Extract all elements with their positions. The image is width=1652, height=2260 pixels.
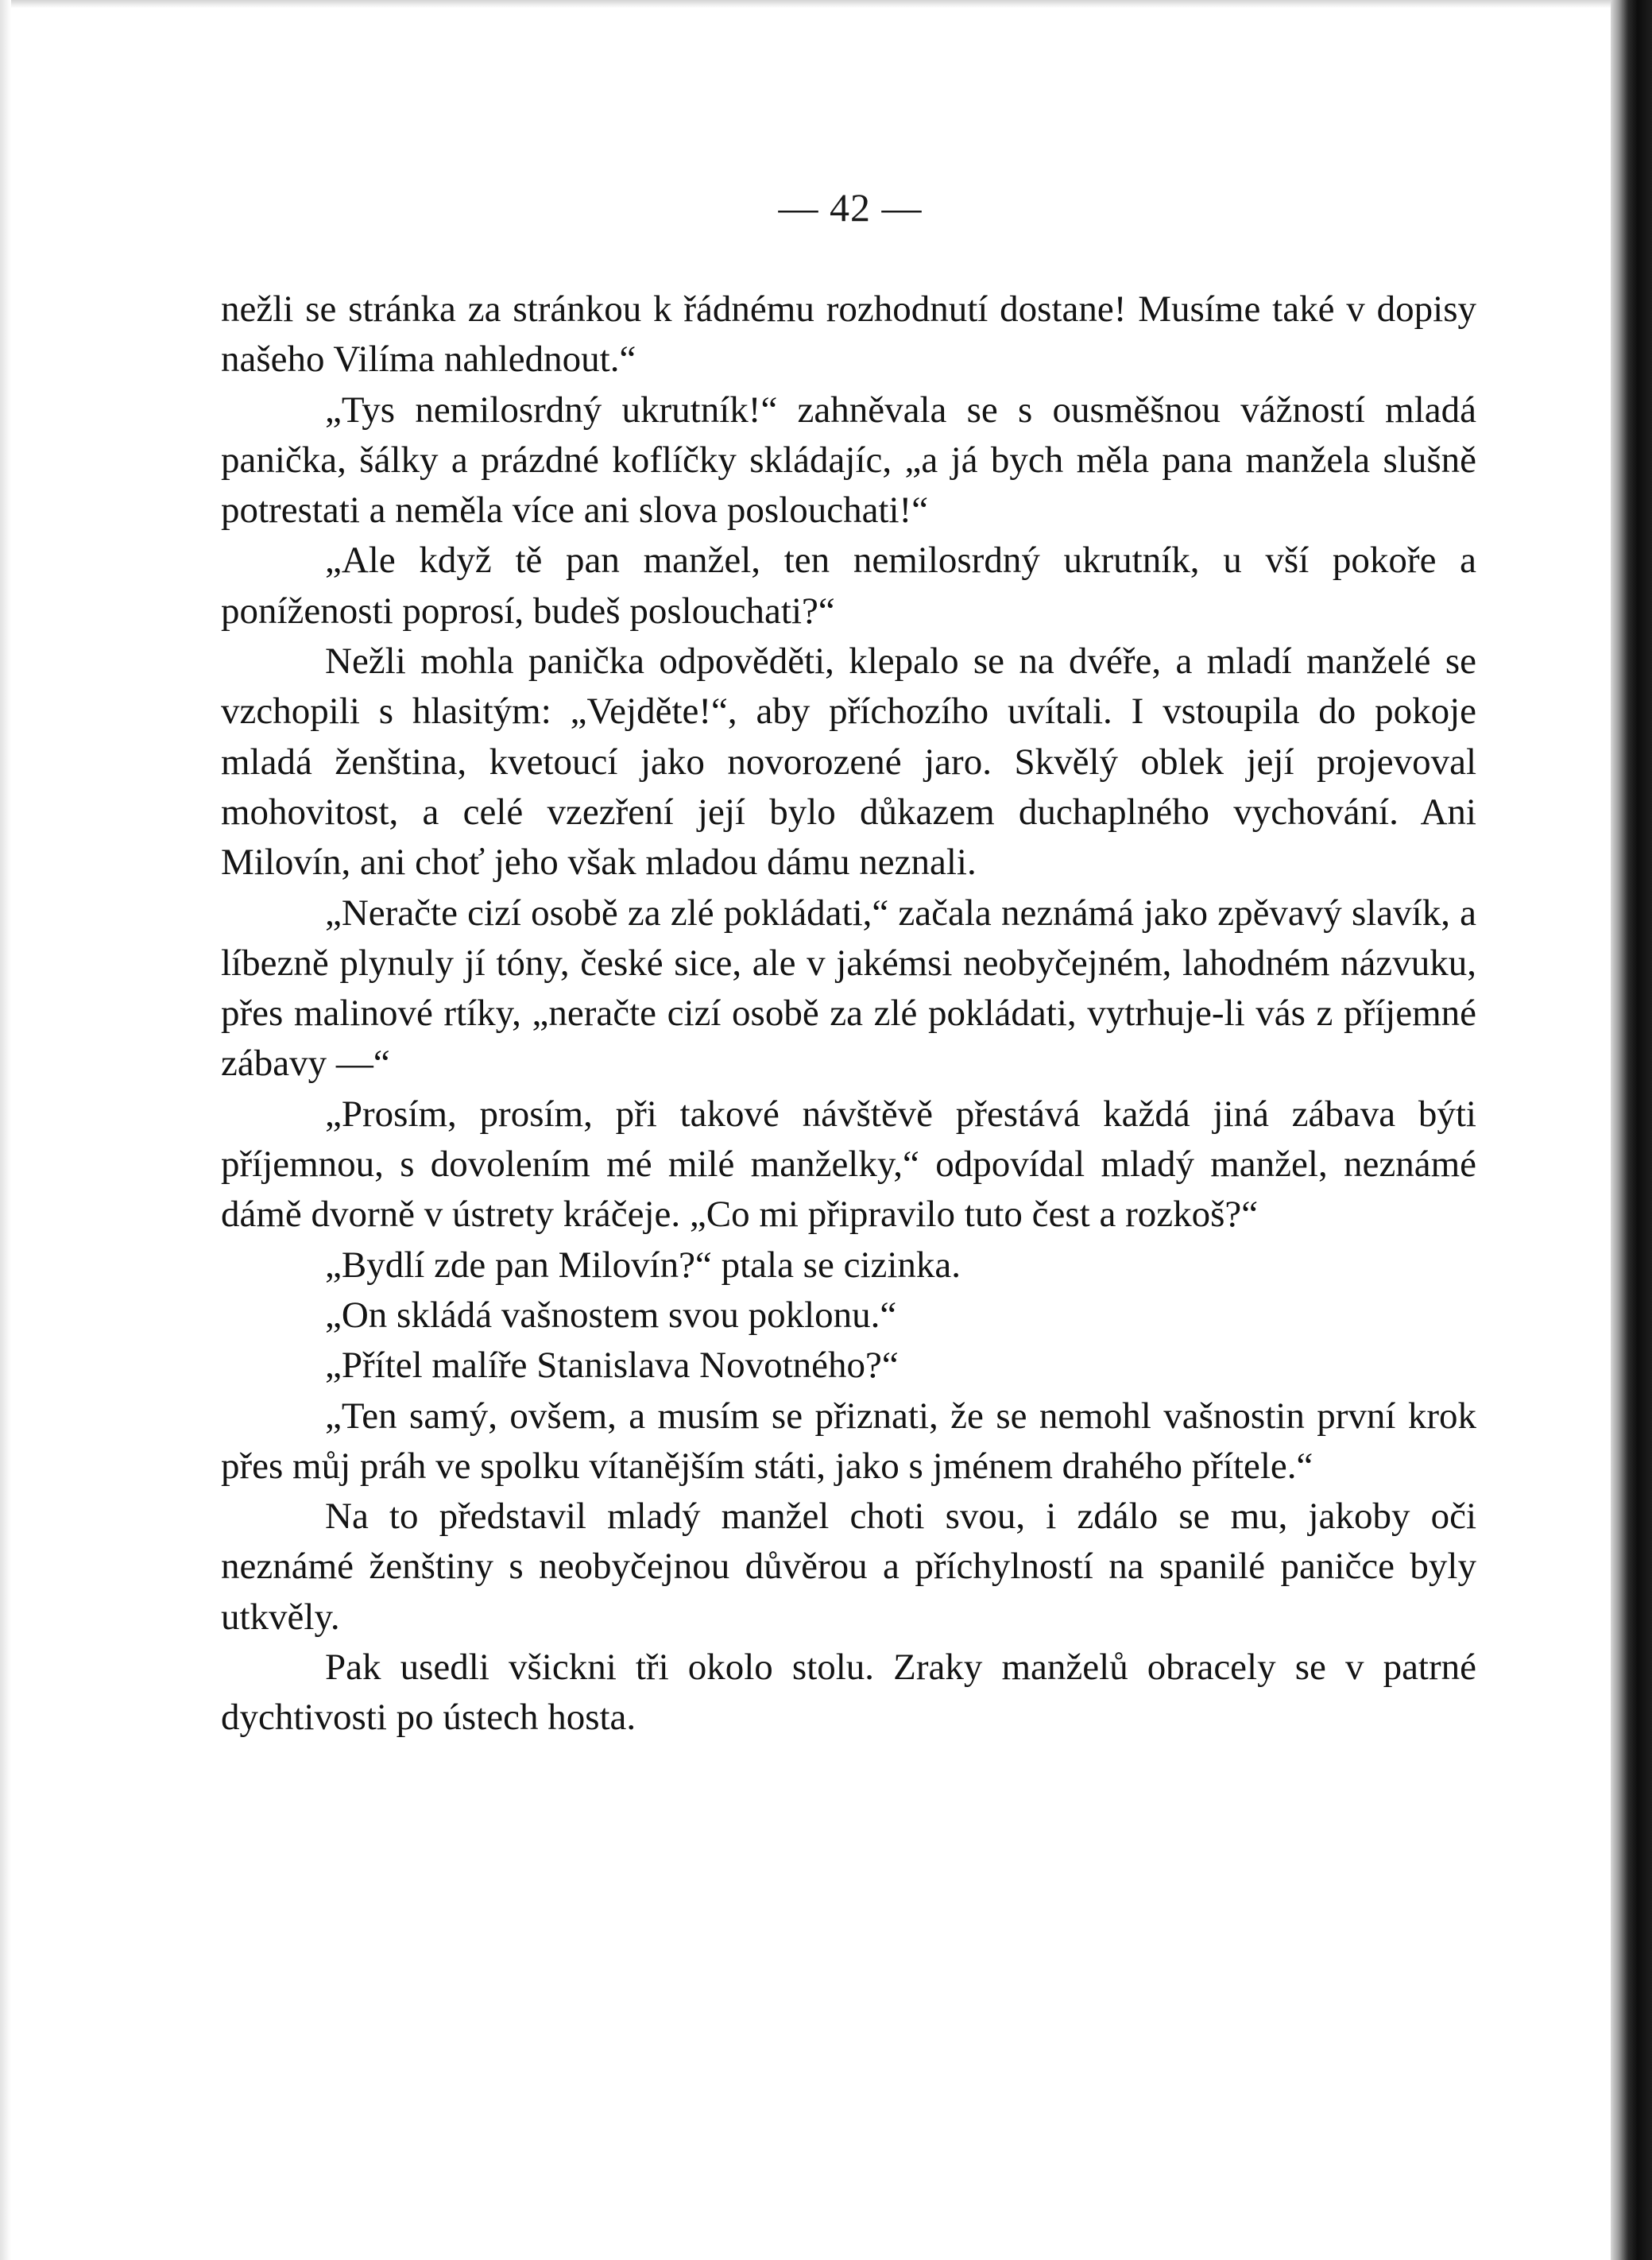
paragraph: Nežli mohla panička odpověděti, klepalo se na dvéře, a mladí manželé se vzchopili s hlasitým: „Vejděte!“, aby příchozího uvítali. I vstoupila do pokoje mladá ženština, kvetoucí jako novorozené jaro. Skvělý oblek její projevoval mohovitost, a celé vzezření její bylo důkazem duchaplného vychování. Ani Milovín, ani choť jeho však mladou dámu neznali. [221, 640, 1476, 884]
paragraph: „Přítel malíře Stanislava Novotného?“ [325, 1345, 899, 1387]
paragraph: „Bydlí zde pan Milovín?“ ptala se cizinka. [325, 1244, 961, 1286]
paragraph: „Ale když tě pan manžel, ten nemilosrdný ukrutník, u vší pokoře a poníženosti poprosí, budeš poslouchati?“ [221, 540, 1476, 632]
page-number: — 42 — [778, 185, 923, 230]
body-text [221, 284, 1476, 1743]
paragraph: „Neračte cizí osobě za zlé pokládati,“ začala neznámá jako zpěvavý slavík, a líbezně plynuly jí tóny, české sice, ale v jakémsi neobyčejném, lahodném názvuku, přes malinové rtíky, „neračte cizí osobě za zlé pokládati, vytrhuje-li vás z příjemné zábavy —“ [221, 892, 1476, 1085]
paragraph: Pak usedli všickni tři okolo stolu. Zraky manželů obracely se v patrné dychtivosti po ústech hosta. [221, 1647, 1476, 1739]
paragraph: Na to představil mladý manžel choti svou, i zdálo se mu, jakoby oči neznámé ženštiny s neobyčejnou důvěrou a příchylností na spanilé paničce byly utkvěly. [221, 1496, 1476, 1638]
paragraph: „Prosím, prosím, při takové návštěvě přestává každá jiná zábava býti příjemnou, s dovolením mé milé manželky,“ odpovídal mladý manžel, neznámé dámě dvorně v ústrety kráčeje. „Co mi připravilo tuto čest a rozkoš?“ [221, 1093, 1476, 1236]
paragraph: nežli se stránka za stránkou k řádnému rozhodnutí dostane! Musíme také v dopisy našeho Vilíma nahlednout.“ [221, 288, 1476, 381]
paragraph: „Tys nemilosrdný ukrutník!“ zahněvala se s ousměšnou vážností mladá panička, šálky a prázdné koflíčky skládajíc, „a já bych měla pana manžela slušně potrestati a neměla více ani slova poslouchati!“ [221, 389, 1476, 532]
scan-right-edge [1611, 0, 1652, 2260]
paragraph: „Ten samý, ovšem, a musím se přiznati, že se nemohl vašnostin první krok přes můj práh ve spolku vítanějším státi, jako s jménem drahého přítele.“ [221, 1395, 1476, 1487]
page-top-shadow [0, 0, 1652, 8]
page-left-shadow [0, 0, 11, 2260]
paragraph: „On skládá vašnostem svou poklonu.“ [325, 1294, 897, 1336]
